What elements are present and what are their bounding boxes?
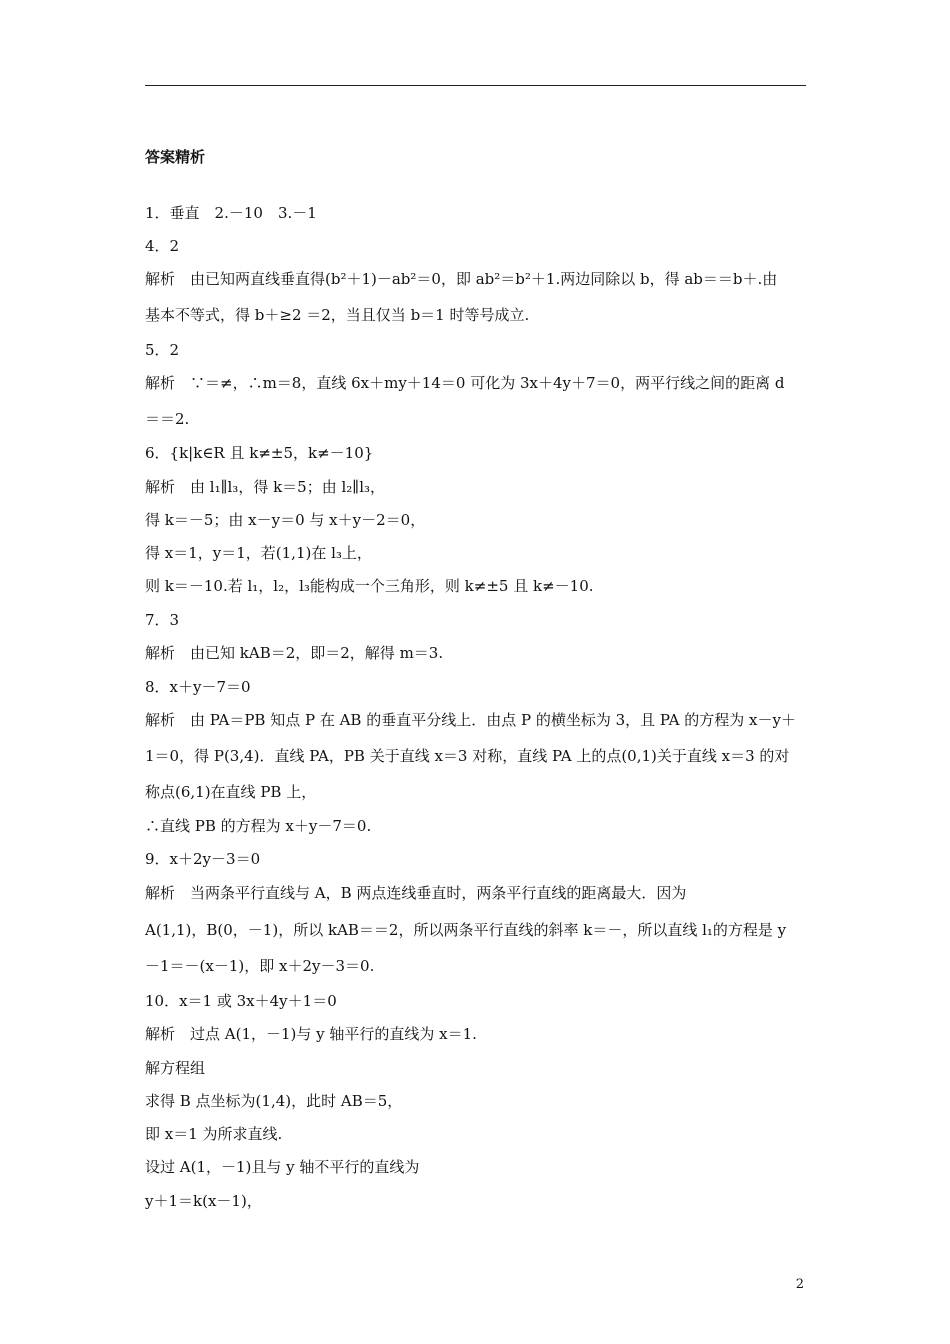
- text-line: 9．x＋2y－3＝0: [145, 850, 261, 868]
- text-line: 得 x＝1，y＝1，若(1,1)在 l₃上，: [145, 544, 372, 562]
- text-line: 7．3: [145, 611, 180, 629]
- text-line: 得 k＝－5；由 x－y＝0 与 x＋y－2＝0，: [145, 511, 426, 529]
- text-line: 基本不等式，得 b＋≥2 ＝2，当且仅当 b＝1 时等号成立.: [145, 306, 530, 324]
- text-line: 解方程组: [145, 1059, 206, 1077]
- text-line: A(1,1)，B(0，－1)，所以 kAB＝＝2，所以两条平行直线的斜率 k＝－，所以直线 l₁的方程是 y: [145, 921, 787, 939]
- text-line: 则 k＝－10.若 l₁，l₂，l₃能构成一个三角形，则 k≠±5 且 k≠－10.: [145, 577, 594, 595]
- text-line: ∴直线 PB 的方程为 x＋y－7＝0.: [145, 817, 372, 835]
- text-line: ＝＝2.: [145, 410, 190, 428]
- text-line: 4．2: [145, 237, 180, 255]
- text-line: 解析 由 l₁∥l₃，得 k＝5；由 l₂∥l₃，: [145, 478, 386, 496]
- text-line: 即 x＝1 为所求直线.: [145, 1125, 283, 1143]
- text-line: 解析 由已知 kAB＝2，即＝2，解得 m＝3.: [145, 644, 444, 662]
- text-line: 8．x＋y－7＝0: [145, 678, 251, 696]
- header-rule: [145, 85, 806, 86]
- text-line: 解析 ∵＝≠，∴m＝8，直线 6x＋my＋14＝0 可化为 3x＋4y＋7＝0，两平行线之间的距离 d: [145, 374, 785, 392]
- text-line: 1．垂直 2.－10 3.－1: [145, 204, 317, 222]
- text-line: 设过 A(1，－1)且与 y 轴不平行的直线为: [145, 1158, 420, 1176]
- text-line: 求得 B 点坐标为(1,4)，此时 AB＝5，: [145, 1092, 403, 1110]
- text-line: －1＝－(x－1)，即 x＋2y－3＝0.: [145, 957, 375, 975]
- text-line: 6．{k|k∈R 且 k≠±5，k≠－10}: [145, 444, 374, 462]
- text-line: 解析 由 PA＝PB 知点 P 在 AB 的垂直平分线上．由点 P 的横坐标为 3，且 PA 的方程为 x－y＋: [145, 711, 796, 729]
- text-line: y＋1＝k(x－1)，: [145, 1192, 262, 1210]
- text-line: 解析 由已知两直线垂直得(b²＋1)－ab²＝0，即 ab²＝b²＋1.两边同除以 b，得 ab＝＝b＋.由: [145, 270, 778, 288]
- text-line: 10．x＝1 或 3x＋4y＋1＝0: [145, 992, 337, 1010]
- text-line: 解析 当两条平行直线与 A，B 两点连线垂直时，两条平行直线的距离最大．因为: [145, 884, 687, 902]
- text-line: 1＝0，得 P(3,4)．直线 PA，PB 关于直线 x＝3 对称，直线 PA 上的点(0,1)关于直线 x＝3 的对: [145, 747, 790, 765]
- page-number: 2: [795, 1277, 804, 1292]
- text-line: 解析 过点 A(1，－1)与 y 轴平行的直线为 x＝1.: [145, 1025, 477, 1043]
- text-line: 5．2: [145, 341, 180, 359]
- section-title: 答案精析: [145, 148, 206, 166]
- text-line: 称点(6,1)在直线 PB 上，: [145, 783, 317, 801]
